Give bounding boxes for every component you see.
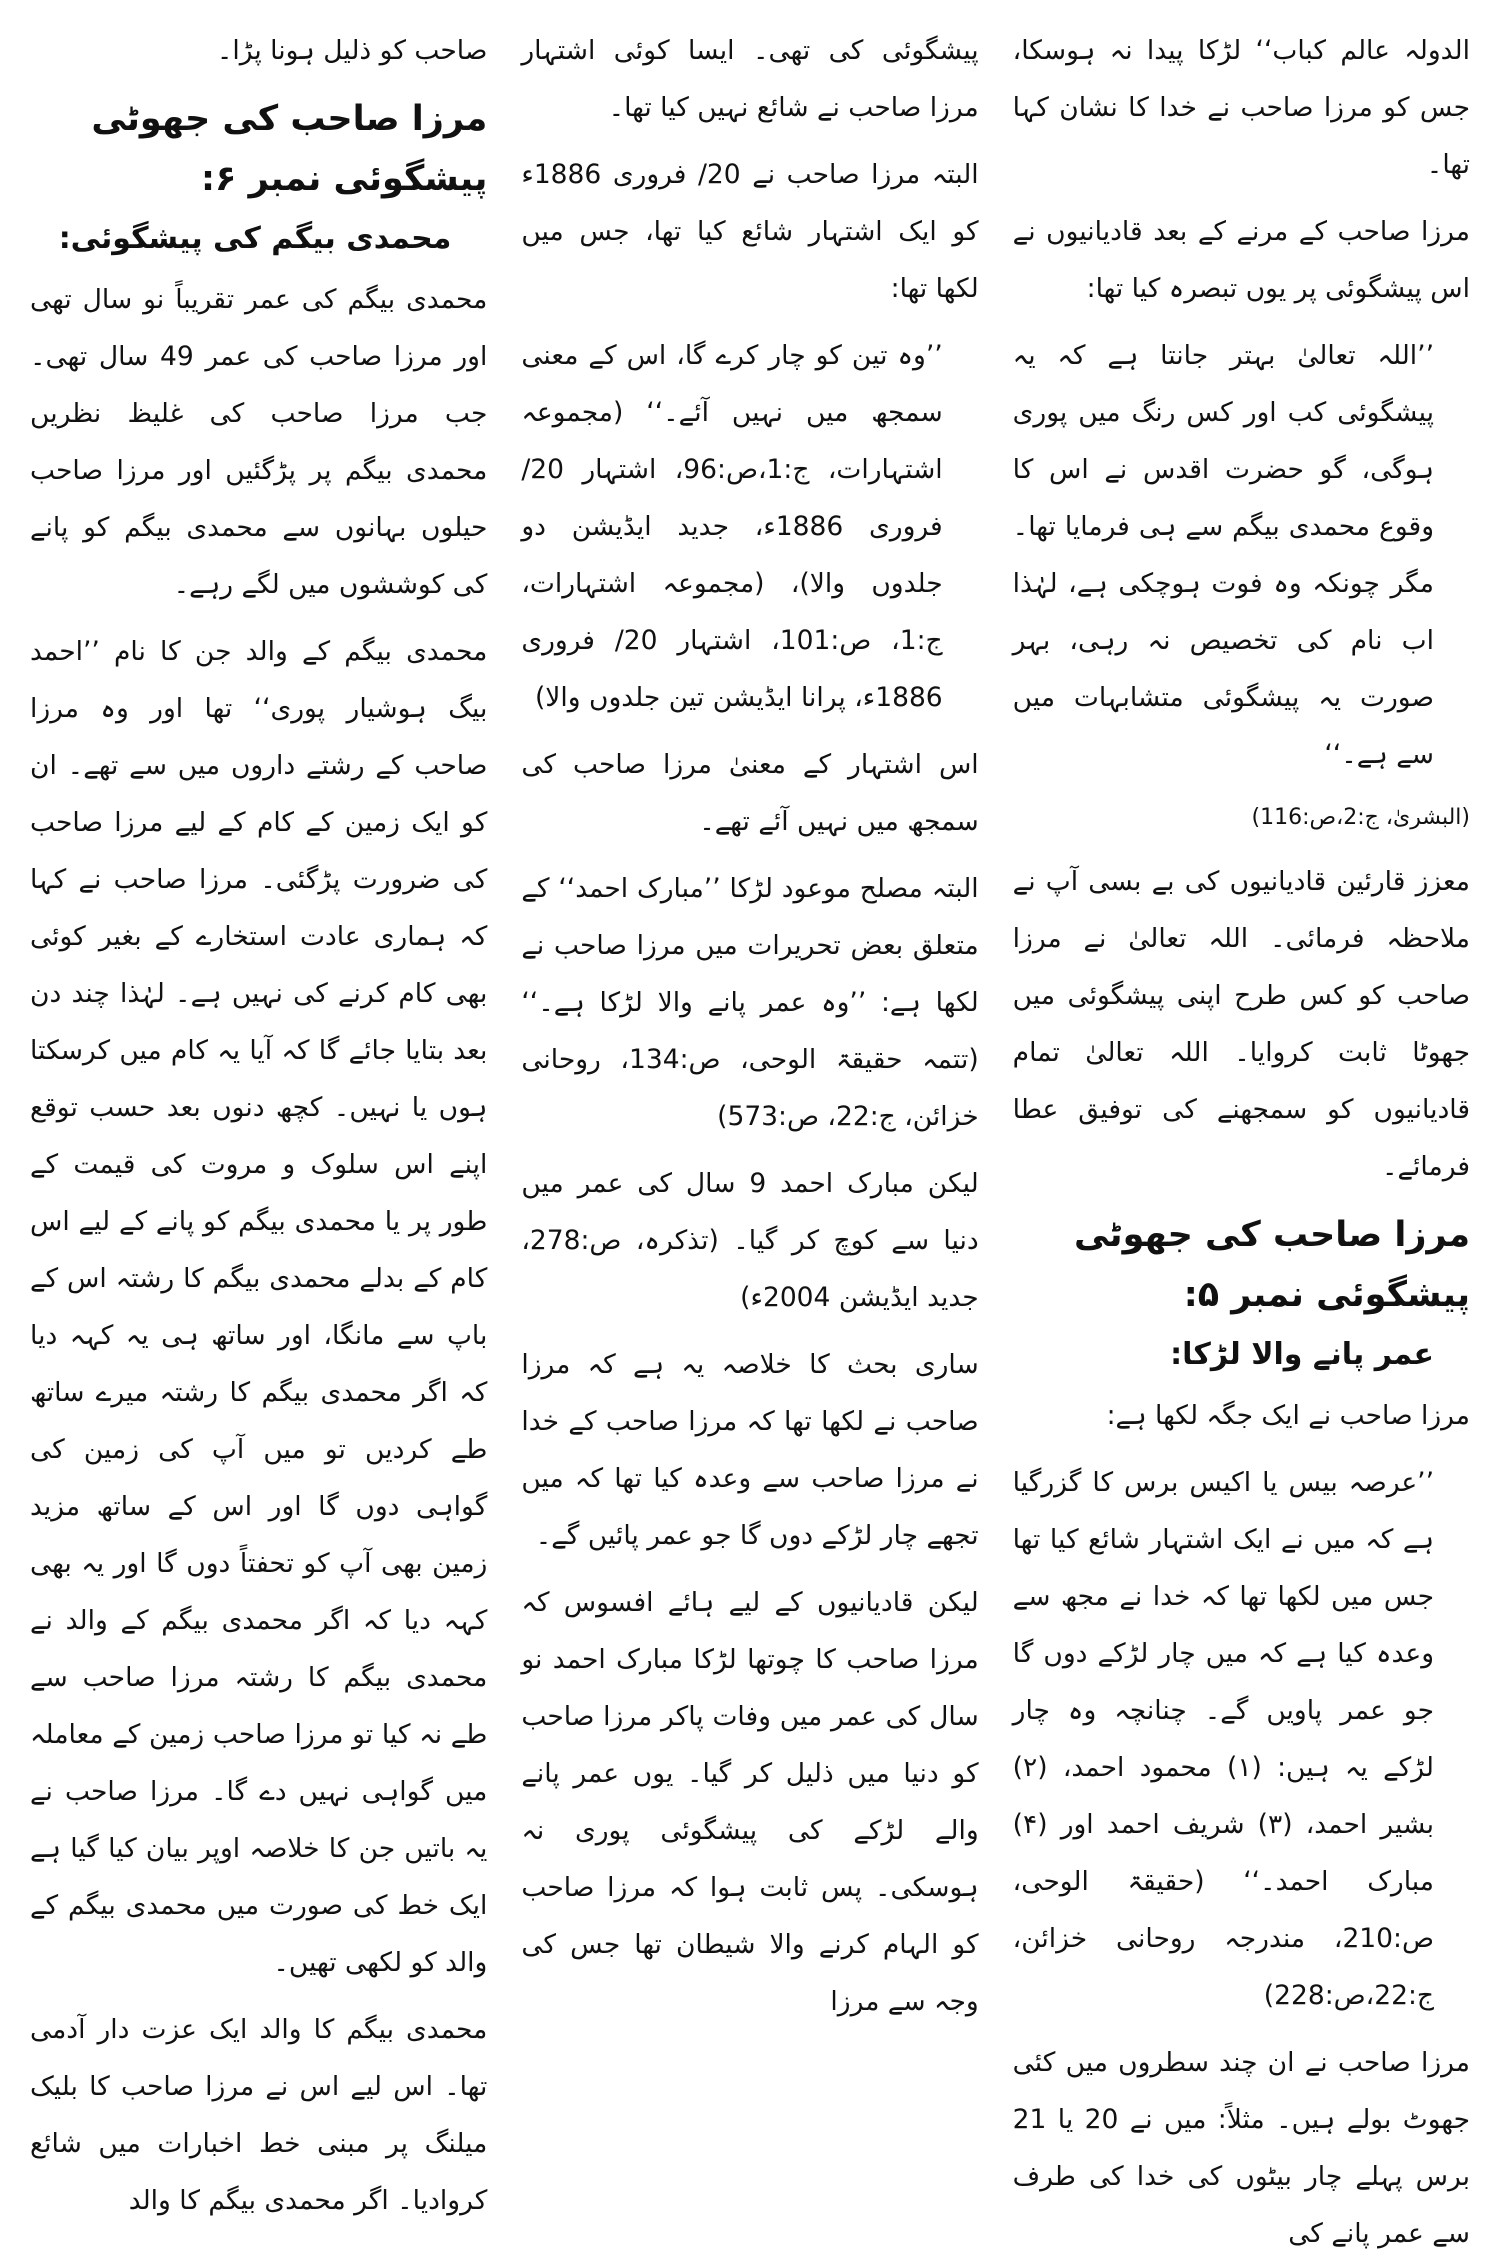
paragraph: صاحب کو ذلیل ہونا پڑا۔: [216, 35, 488, 66]
paragraph: محمدی بیگم کی عمر تقریباً نو سال تھی اور مرزا صاحب کی عمر 49 سال تھی۔ جب مرزا صاحب کی غلیظ نظریں محمدی بیگم پر پڑگئیں اور مرزا صاحب حیلوں بہانوں سے محمدی بیگم کو پانے کی کوششوں میں لگے رہے۔: [30, 284, 488, 600]
text-column-right: [1012, 22, 1470, 2249]
quotation: ’’عرصہ بیس یا اکیس برس کا گزرگیا ہے کہ میں نے ایک اشتہار شائع کیا تھا جس میں لکھا تھا کہ خدا نے مجھ سے وعدہ کیا ہے کہ میں چار لڑکے دوں گا جو عمر پاویں گے۔ چنانچہ وہ چار لڑکے یہ ہیں: (۱) محمود احمد، (۲) بشیر احمد، (۳) شریف احمد اور (۴) مبارک احمد۔‘‘ (حقیقۃ الوحی، ص:210، مندرجہ روحانی خزائن، ج:22،ص:228): [1012, 1467, 1434, 2011]
paragraph: البتہ مصلح موعود لڑکا ’’مبارک احمد‘‘ کے متعلق بعض تحریرات میں مرزا صاحب نے لکھا ہے: ’’وہ عمر پانے والا لڑکا ہے۔‘‘ (تتمہ حقیقۃ الوحی، ص:134، روحانی خزائن، ج:22، ص:573): [521, 873, 979, 1132]
paragraph: محمدی بیگم کا والد ایک عزت دار آدمی تھا۔ اس لیے اس نے مرزا صاحب کا بلیک میلنگ پر مبنی خط اخبارات میں شائع کروادیا۔ اگر محمدی بیگم کا والد: [30, 2014, 488, 2216]
paragraph: مرزا صاحب کے مرنے کے بعد قادیانیوں نے اس پیشگوئی پر یوں تبصرہ کیا تھا:: [1012, 216, 1470, 304]
paragraph: لیکن مبارک احمد 9 سال کی عمر میں دنیا سے کوچ کر گیا۔ (تذکرہ، ص:278، جدید ایڈیشن 2004ء): [521, 1168, 979, 1313]
sub-heading: عمر پانے والا لڑکا:: [1170, 1337, 1434, 1372]
reference: (البشریٰ، ج:2،ص:116): [1251, 805, 1470, 830]
sub-heading: محمدی بیگم کی پیشگوئی:: [58, 221, 452, 256]
section-heading: مرزا صاحب کی جھوٹی پیشگوئی نمبر ۶:: [91, 99, 488, 199]
paragraph: پیشگوئی کی تھی۔ ایسا کوئی اشتہار مرزا صاحب نے شائع نہیں کیا تھا۔: [521, 35, 979, 123]
paragraph: الدولہ عالم کباب‘‘ لڑکا پیدا نہ ہوسکا، جس کو مرزا صاحب نے خدا کا نشان کہا تھا۔: [1012, 35, 1470, 180]
text-column-left: [30, 22, 488, 2216]
paragraph: مرزا صاحب نے ان چند سطروں میں کئی جھوٹ بولے ہیں۔ مثلاً: میں نے 20 یا 21 برس پہلے چار بیٹوں کی خدا کی طرف سے عمر پانے کی: [1012, 2047, 1470, 2249]
paragraph: محمدی بیگم کے والد جن کا نام ’’احمد بیگ ہوشیار پوری‘‘ تھا اور وہ مرزا صاحب کے رشتے داروں میں سے تھے۔ ان کو ایک زمین کے کام کے لیے مرزا صاحب کی ضرورت پڑگئی۔ مرزا صاحب نے کہا کہ ہماری عادت استخارے کے بغیر کوئی بھی کام کرنے کی نہیں ہے۔ لہٰذا چند دن بعد بتایا جائے گا کہ آیا یہ کام میں کرسکتا ہوں یا نہیں۔ کچھ دنوں بعد حسب توقع اپنے اس سلوک و مروت کی قیمت کے طور پر یا محمدی بیگم کو پانے کے لیے اس کام کے بدلے محمدی بیگم کا رشتہ اس کے باپ سے مانگا، اور ساتھ ہی یہ کہہ دیا کہ اگر محمدی بیگم کا رشتہ میرے ساتھ طے کردیں تو میں آپ کی زمین کی گواہی دوں گا اور اس کے ساتھ مزید زمین بھی آپ کو تحفتاً دوں گا اور یہ بھی کہہ دیا کہ اگر محمدی بیگم کے والد نے محمدی بیگم کا رشتہ مرزا صاحب سے طے نہ کیا تو مرزا صاحب زمین کے معاملہ میں گواہی نہیں دے گا۔ مرزا صاحب نے یہ باتیں جن کا خلاصہ اوپر بیان کیا گیا ہے ایک خط کی صورت میں محمدی بیگم کے والد کو لکھی تھیں۔: [30, 636, 488, 1978]
quotation: ’’اللہ تعالیٰ بہتر جانتا ہے کہ یہ پیشگوئی کب اور کس رنگ میں پوری ہوگی، گو حضرت اقدس نے اس کا وقوع محمدی بیگم سے ہی فرمایا تھا۔ مگر چونکہ وہ فوت ہوچکی ہے، لہٰذا اب نام کی تخصیص نہ رہی، بہر صورت یہ پیشگوئی متشابہات میں سے ہے۔‘‘: [1012, 340, 1434, 770]
paragraph: مرزا صاحب نے ایک جگہ لکھا ہے:: [1106, 1400, 1470, 1431]
quotation: ’’وہ تین کو چار کرے گا، اس کے معنی سمجھ میں نہیں آئے۔‘‘ (مجموعہ اشتہارات، ج:1،ص:96، اشتہار 20/ فروری 1886ء، جدید ایڈیشن دو جلدوں والا)، (مجموعہ اشتہارات، ج:1، ص:101، اشتہار 20/ فروری 1886ء، پرانا ایڈیشن تین جلدوں والا): [521, 340, 943, 713]
text-column-middle: [521, 22, 978, 2180]
paragraph: البتہ مرزا صاحب نے 20/ فروری 1886ء کو ایک اشتہار شائع کیا تھا، جس میں لکھا تھا:: [521, 159, 979, 304]
paragraph: ساری بحث کا خلاصہ یہ ہے کہ مرزا صاحب نے لکھا تھا کہ مرزا صاحب کے خدا نے مرزا صاحب سے وعدہ کیا تھا کہ میں تجھے چار لڑکے دوں گا جو عمر پائیں گے۔: [521, 1349, 979, 1551]
paragraph: معزز قارئین قادیانیوں کی بے بسی آپ نے ملاحظہ فرمائی۔ اللہ تعالیٰ نے مرزا صاحب کو کس طرح اپنی پیشگوئی میں جھوٹا ثابت کروایا۔ اللہ تعالیٰ تمام قادیانیوں کو سمجھنے کی توفیق عطا فرمائے۔: [1012, 866, 1470, 1182]
section-heading: مرزا صاحب کی جھوٹی پیشگوئی نمبر ۵:: [1074, 1215, 1470, 1315]
paragraph: اس اشتہار کے معنیٰ مرزا صاحب کی سمجھ میں نہیں آئے تھے۔: [521, 749, 979, 837]
paragraph: لیکن قادیانیوں کے لیے ہائے افسوس کہ مرزا صاحب کا چوتھا لڑکا مبارک احمد نو سال کی عمر میں وفات پاکر مرزا صاحب کو دنیا میں ذلیل کر گیا۔ یوں عمر پانے والے لڑکے کی پیشگوئی پوری نہ ہوسکی۔ پس ثابت ہوا کہ مرزا صاحب کو الہام کرنے والا شیطان تھا جس کی وجہ سے مرزا: [521, 1587, 979, 2017]
